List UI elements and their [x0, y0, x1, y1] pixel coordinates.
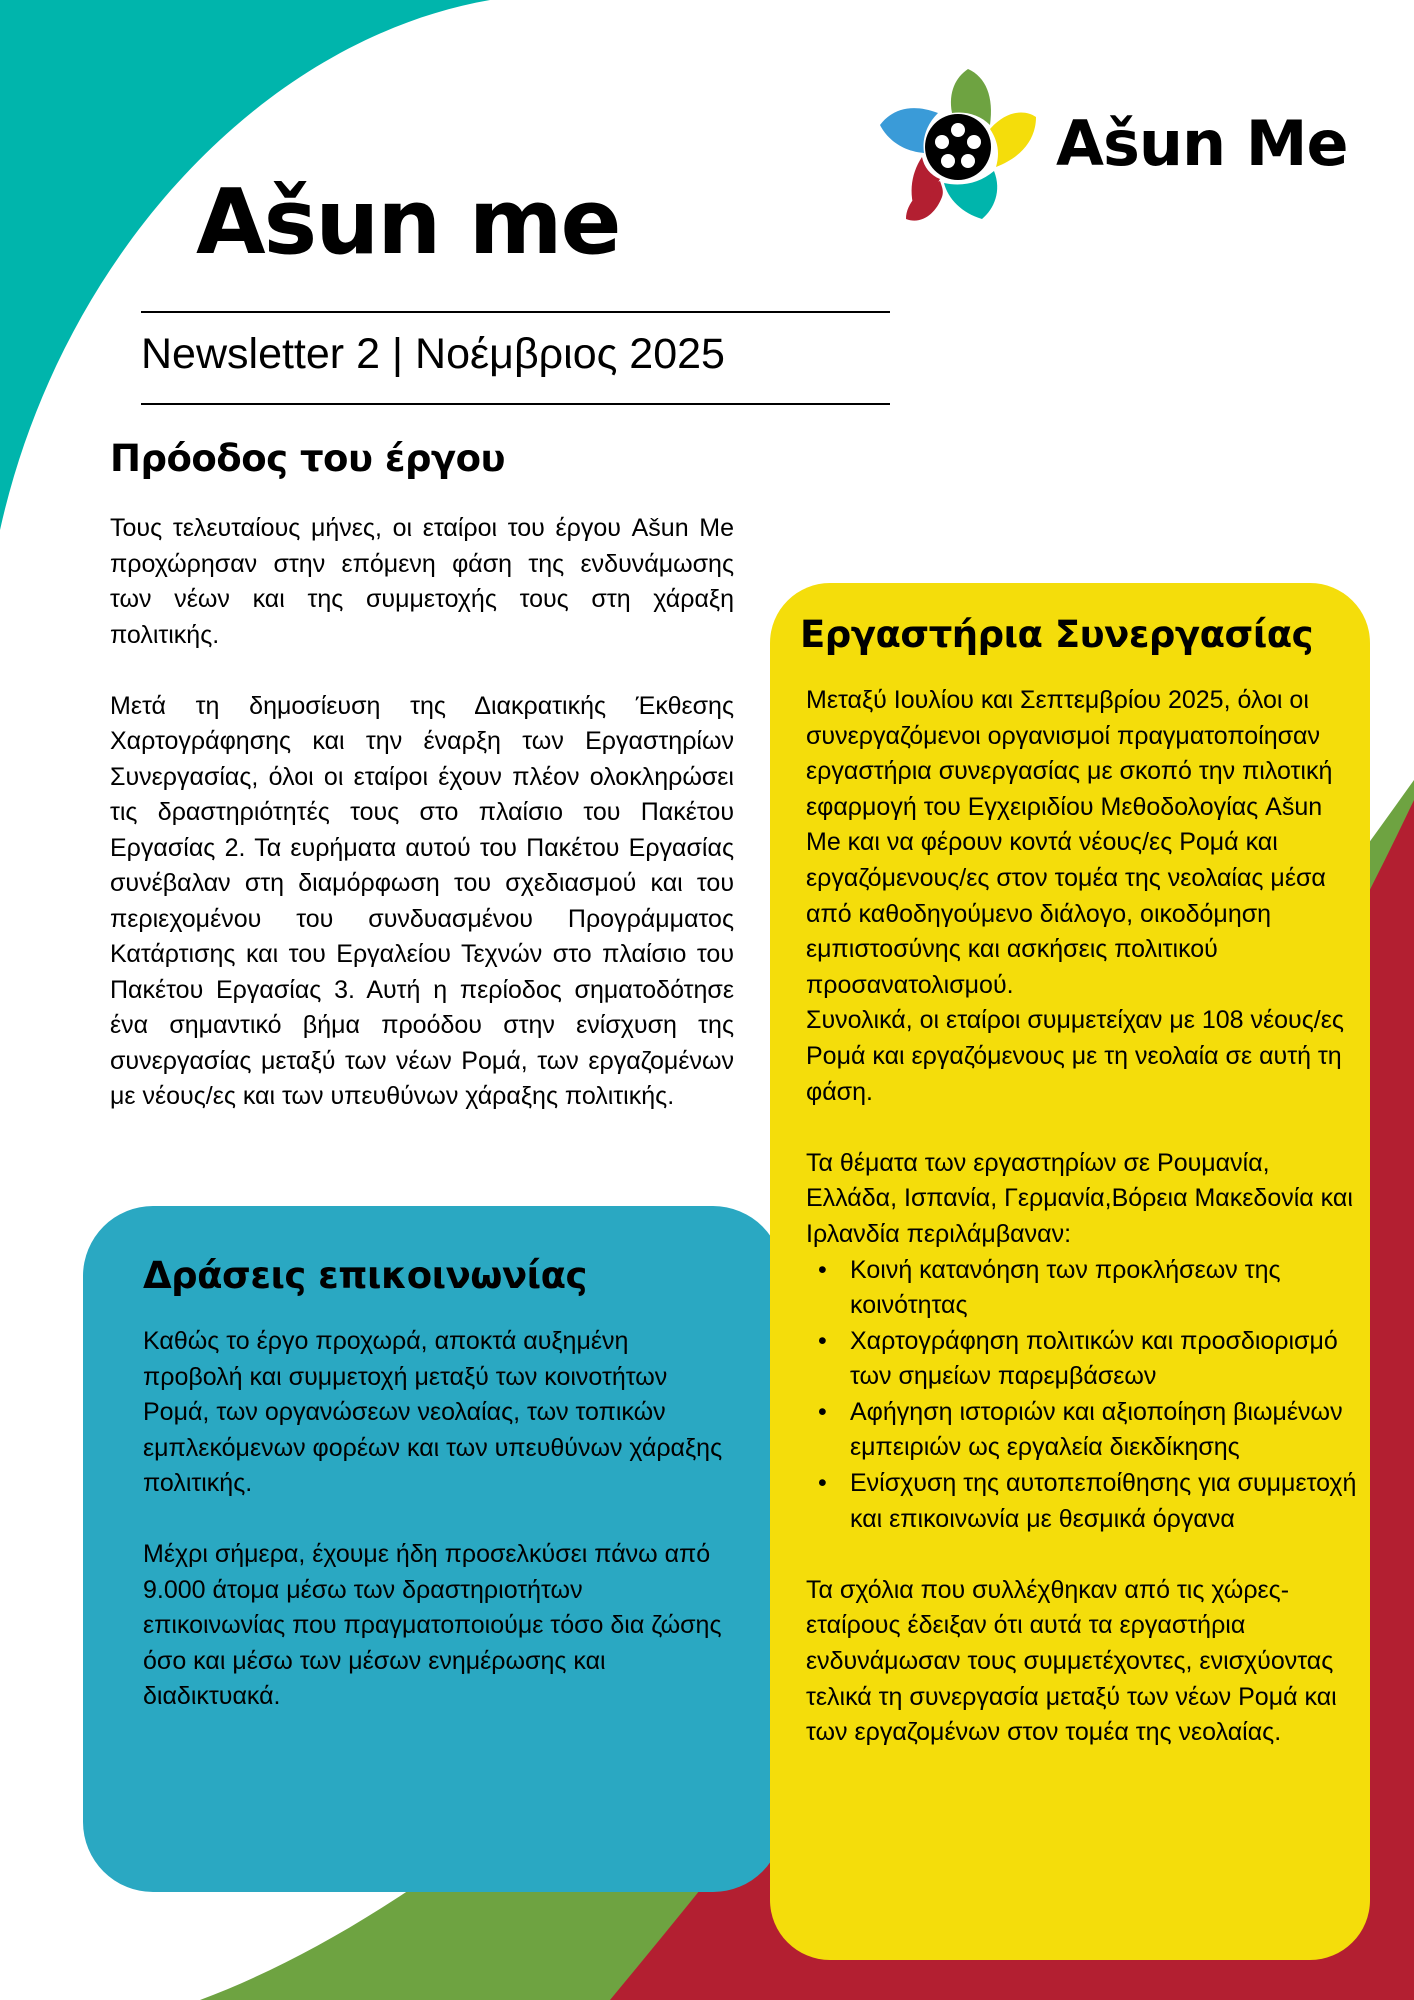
title-divider-top [141, 311, 890, 313]
progress-heading: Πρόοδος του έργου [110, 437, 506, 480]
workshops-heading: Εργαστήρια Συνεργασίας [800, 613, 1314, 656]
workshops-body [806, 683, 1361, 1751]
communication-section [83, 1206, 783, 1892]
workshops-conclusion: Τα σχόλια που συλλέχθηκαν από τις χώρες-εταίρους έδειξαν ότι αυτά τα εργαστήρια ενδυνάμωσαν τους συμμετέχοντες, ενισχύοντας τελικά τη συνεργασία μεταξύ των νέων Ρομά και των εργαζομένων στον τομέα της νεολαίας. [806, 1575, 1337, 1747]
bullet-icon: • [818, 1255, 827, 1284]
spacer [806, 1537, 1361, 1573]
list-item: • Κοινή κατανόηση των προκλήσεων της κοινότητας [806, 1253, 1361, 1324]
logo-wordmark: Ašun Me [1056, 106, 1348, 180]
spacer [806, 1110, 1361, 1146]
workshops-section [770, 583, 1370, 1960]
bullet-icon: • [818, 1326, 827, 1355]
newsletter-title: Ašun me [196, 170, 620, 275]
list-item: • Ενίσχυση της αυτοπεποίθησης για συμμετοχή και επικοινωνία με θεσμικά όργανα [806, 1466, 1361, 1537]
newsletter-issue: Newsletter 2 | Νοέμβριος 2025 [141, 330, 725, 378]
communication-body [143, 1324, 723, 1715]
brand-logo [878, 62, 1348, 232]
communication-paragraph: Μέχρι σήμερα, έχουμε ήδη προσελκύσει πάνω από 9.000 άτομα μέσω των δραστηριοτήτων επικοινωνίας που πραγματοποιούμε τόσο δια ζώσης όσο και μέσω των μέσων ενημέρωσης και διαδικτυακά. [143, 1540, 722, 1710]
progress-paragraph: Τους τελευταίους μήνες, οι εταίροι του έργου Ašun Me προχώρησαν στην επόμενη φάση της ενδυνάμωσης των νέων και της συμμετοχής τους στη χάραξη πολιτικής. [110, 514, 734, 649]
workshops-intro: Μεταξύ Ιουλίου και Σεπτεμβρίου 2025, όλοι οι συνεργαζόμενοι οργανισμοί πραγματοποίησαν εργαστήρια συνεργασίας με σκοπό την πιλοτική εφαρμογή του Εγχειριδίου Μεθοδολογίας Ašun Me και να φέρουν κοντά νέους/ες Ρομά και εργαζόμενους/ες στον τομέα της νεολαίας μέσα από καθοδηγούμενο διάλογο, οικοδόμηση εμπιστοσύνης και ασκήσεις πολιτικού προσανατολισμού. [806, 686, 1333, 999]
progress-section [110, 511, 734, 1115]
title-divider-bottom [141, 403, 890, 405]
workshops-topics-intro: Τα θέματα των εργαστηρίων σε Ρουμανία, Ελλάδα, Ισπανία, Γερμανία,Βόρεια Μακεδονία και Ιρλανδία περιλάμβαναν: [806, 1148, 1353, 1248]
communication-paragraph: Καθώς το έργο προχωρά, αποκτά αυξημένη προβολή και συμμετοχή μεταξύ των κοινοτήτων Ρομά, των οργανώσεων νεολαίας, των τοπικών εμπλεκόμενων φορέων και των υπευθύνων χάραξης πολιτικής. [143, 1327, 723, 1497]
workshops-summary: Συνολικά, οι εταίροι συμμετείχαν με 108 νέους/ες Ρομά και εργαζόμενους με τη νεολαία σε αυτή τη φάση. [806, 1006, 1344, 1106]
workshops-topics-list [806, 1253, 1361, 1538]
progress-paragraph: Μετά τη δημοσίευση της Διακρατικής Έκθεσης Χαρτογράφησης και την έναρξη των Εργαστηρίων Συνεργασίας, όλοι οι εταίροι έχουν πλέον ολοκληρώσει τις δραστηριότητές τους στο πλαίσιο του Πακέτου Εργασίας 2. Τα ευρήματα αυτού του Πακέτου Εργασίας συνέβαλαν στη διαμόρφωση του σχεδιασμού και του περιεχομένου του συνδυασμένου Προγράμματος Κατάρτισης και του Εργαλείου Τεχνών στο πλαίσιο του Πακέτου Εργασίας 3. Αυτή η περίοδος σηματοδότησε ένα σημαντικό βήμα προόδου στην ενίσχυση της συνεργασίας μεταξύ των νέων Ρομά, των εργαζομένων με νέους/ες και των υπευθύνων χάραξης πολιτικής. [110, 691, 734, 1110]
bullet-icon: • [818, 1397, 827, 1426]
bullet-icon: • [818, 1469, 827, 1498]
communication-heading: Δράσεις επικοινωνίας [143, 1254, 587, 1297]
list-item: • Αφήγηση ιστοριών και αξιοποίηση βιωμένων εμπειριών ως εργαλεία διεκδίκησης [806, 1395, 1361, 1466]
film-reel-pinwheel-icon [878, 67, 1038, 227]
list-item: • Χαρτογράφηση πολιτικών και προσδιορισμό των σημείων παρεμβάσεων [806, 1324, 1361, 1395]
